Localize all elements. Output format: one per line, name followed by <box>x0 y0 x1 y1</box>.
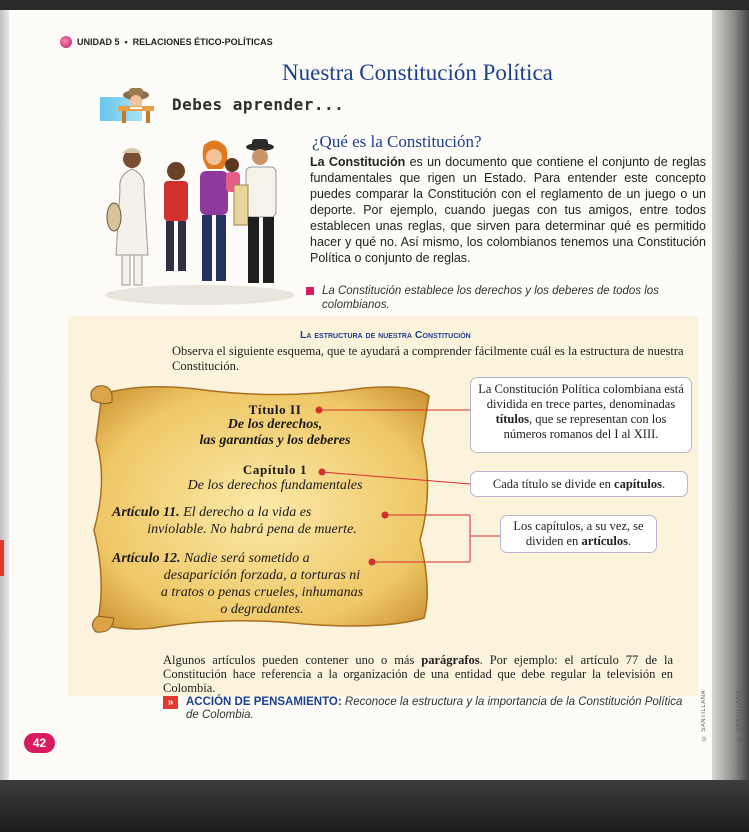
box2-text-c: . <box>661 477 666 491</box>
box3-text-a: Los capítulos, a su vez, se dividen en <box>513 519 644 548</box>
article-11-lead: Artículo 11. <box>112 505 180 520</box>
note-text: La Constitución establece los derechos y los deberes de todos los colombianos. <box>322 285 659 311</box>
publisher-imprint: © SANTILLANA <box>701 690 707 741</box>
constitution-definition <box>310 154 706 266</box>
unit-separator-icon: • <box>124 37 128 47</box>
paragraphs-text-c: . Por ejemplo: el artículo 77 de la Constitución hace referencia a la organización de una entidad que debe regular la televisión en Colombia. <box>163 653 673 695</box>
unit-header <box>60 36 273 48</box>
action-text: Reconoce la estructura y la importancia de la Constitución Política de Colombia. <box>186 696 683 721</box>
box1-keyword: títulos <box>495 412 529 426</box>
box1-text-a: La Constitución Política colombiana está dividida en trece partes, denominadas <box>478 382 684 411</box>
thinking-action <box>163 696 683 722</box>
article-12-text-1: Nadie será sometido a <box>180 551 310 566</box>
paragraphs-explanation <box>163 653 673 695</box>
page-spine-edge <box>0 10 9 780</box>
structure-intro: Observa el siguiente esquema, que te ayudará a comprender fácilmente cuál es la estructura de nuestra Constitución. <box>172 344 684 373</box>
box3-text-c: . <box>627 534 632 548</box>
article-11-text-1: El derecho a la vida es <box>179 505 312 520</box>
articles-explanation-box <box>500 515 657 553</box>
scroll-title-name-line2: las garantías y los deberes <box>199 433 351 448</box>
paragraphs-keyword: parágrafos <box>421 653 480 667</box>
definition-body: es un documento que contiene el conjunto de reglas fundamentales que rigen un Estado. Para entender este concepto puedes comparar la Constitución con el reglamento de un juego o un deporte. Por ejemplo, cuando juegas con tus amigos, entre todos establecen unas reglas, que sirven para determinar qué es permitido hacer y qué no. Así mismo, los colombianos tenemos una Constitución Política o conjunto de reglas. <box>310 155 706 265</box>
paragraphs-text-a: Algunos artículos pueden contener uno o más <box>163 653 422 667</box>
scan-background <box>0 780 749 832</box>
page-curl-shadow <box>712 10 749 780</box>
learning-banner <box>100 85 360 129</box>
page-title: Nuestra Constitución Política <box>282 60 553 85</box>
page-number: 42 <box>24 733 55 753</box>
student-at-desk-icon <box>112 85 156 125</box>
box3-keyword: artículos <box>581 534 628 548</box>
publisher-imprint-right: © SANTILLANA <box>736 690 742 741</box>
square-bullet-icon <box>306 287 314 295</box>
section-question-title: ¿Qué es la Constitución? <box>312 132 482 151</box>
family-illustration <box>100 135 300 305</box>
scroll-title-label: Título II <box>248 402 302 417</box>
chapters-explanation-box <box>470 471 688 497</box>
article-11-text-2: inviolable. No habrá pena de muerte. <box>147 522 357 537</box>
banner-text: Debes aprender... <box>172 95 345 114</box>
unit-label: UNIDAD 5 <box>77 37 120 47</box>
definition-lead: La Constitución <box>310 155 406 169</box>
article-12-text-2: desaparición forzada, a torturas ni <box>163 568 361 583</box>
scroll-title-name-line1: De los derechos, <box>227 417 323 432</box>
scroll-article-12 <box>112 550 412 618</box>
titles-explanation-box <box>470 377 692 453</box>
double-chevron-icon: » <box>163 696 178 709</box>
article-12-text-4: o degradantes. <box>220 602 304 617</box>
article-12-lead: Artículo 12. <box>112 551 181 566</box>
box2-text-a: Cada título se divide en <box>492 477 615 491</box>
scroll-article-11 <box>112 504 412 538</box>
highlight-note <box>306 284 686 312</box>
side-tab-mark <box>0 540 4 576</box>
section-label: RELACIONES ÉTICO-POLÍTICAS <box>132 37 273 47</box>
box1-text-c: , que se representan con los números romanos del I al XIII. <box>503 412 667 441</box>
scroll-chapter-name: De los derechos fundamentales <box>187 478 363 493</box>
action-label: ACCIÓN DE PENSAMIENTO: <box>186 696 342 708</box>
scroll-title-name <box>150 417 400 449</box>
box2-keyword: capítulos <box>614 477 662 491</box>
unit-bullet-icon <box>60 36 72 48</box>
structure-title: La estructura de nuestra Constitución <box>300 329 471 341</box>
scroll-chapter-label: Capítulo 1 <box>242 462 308 477</box>
article-12-text-3: a tratos o penas crueles, inhumanas <box>160 585 364 600</box>
